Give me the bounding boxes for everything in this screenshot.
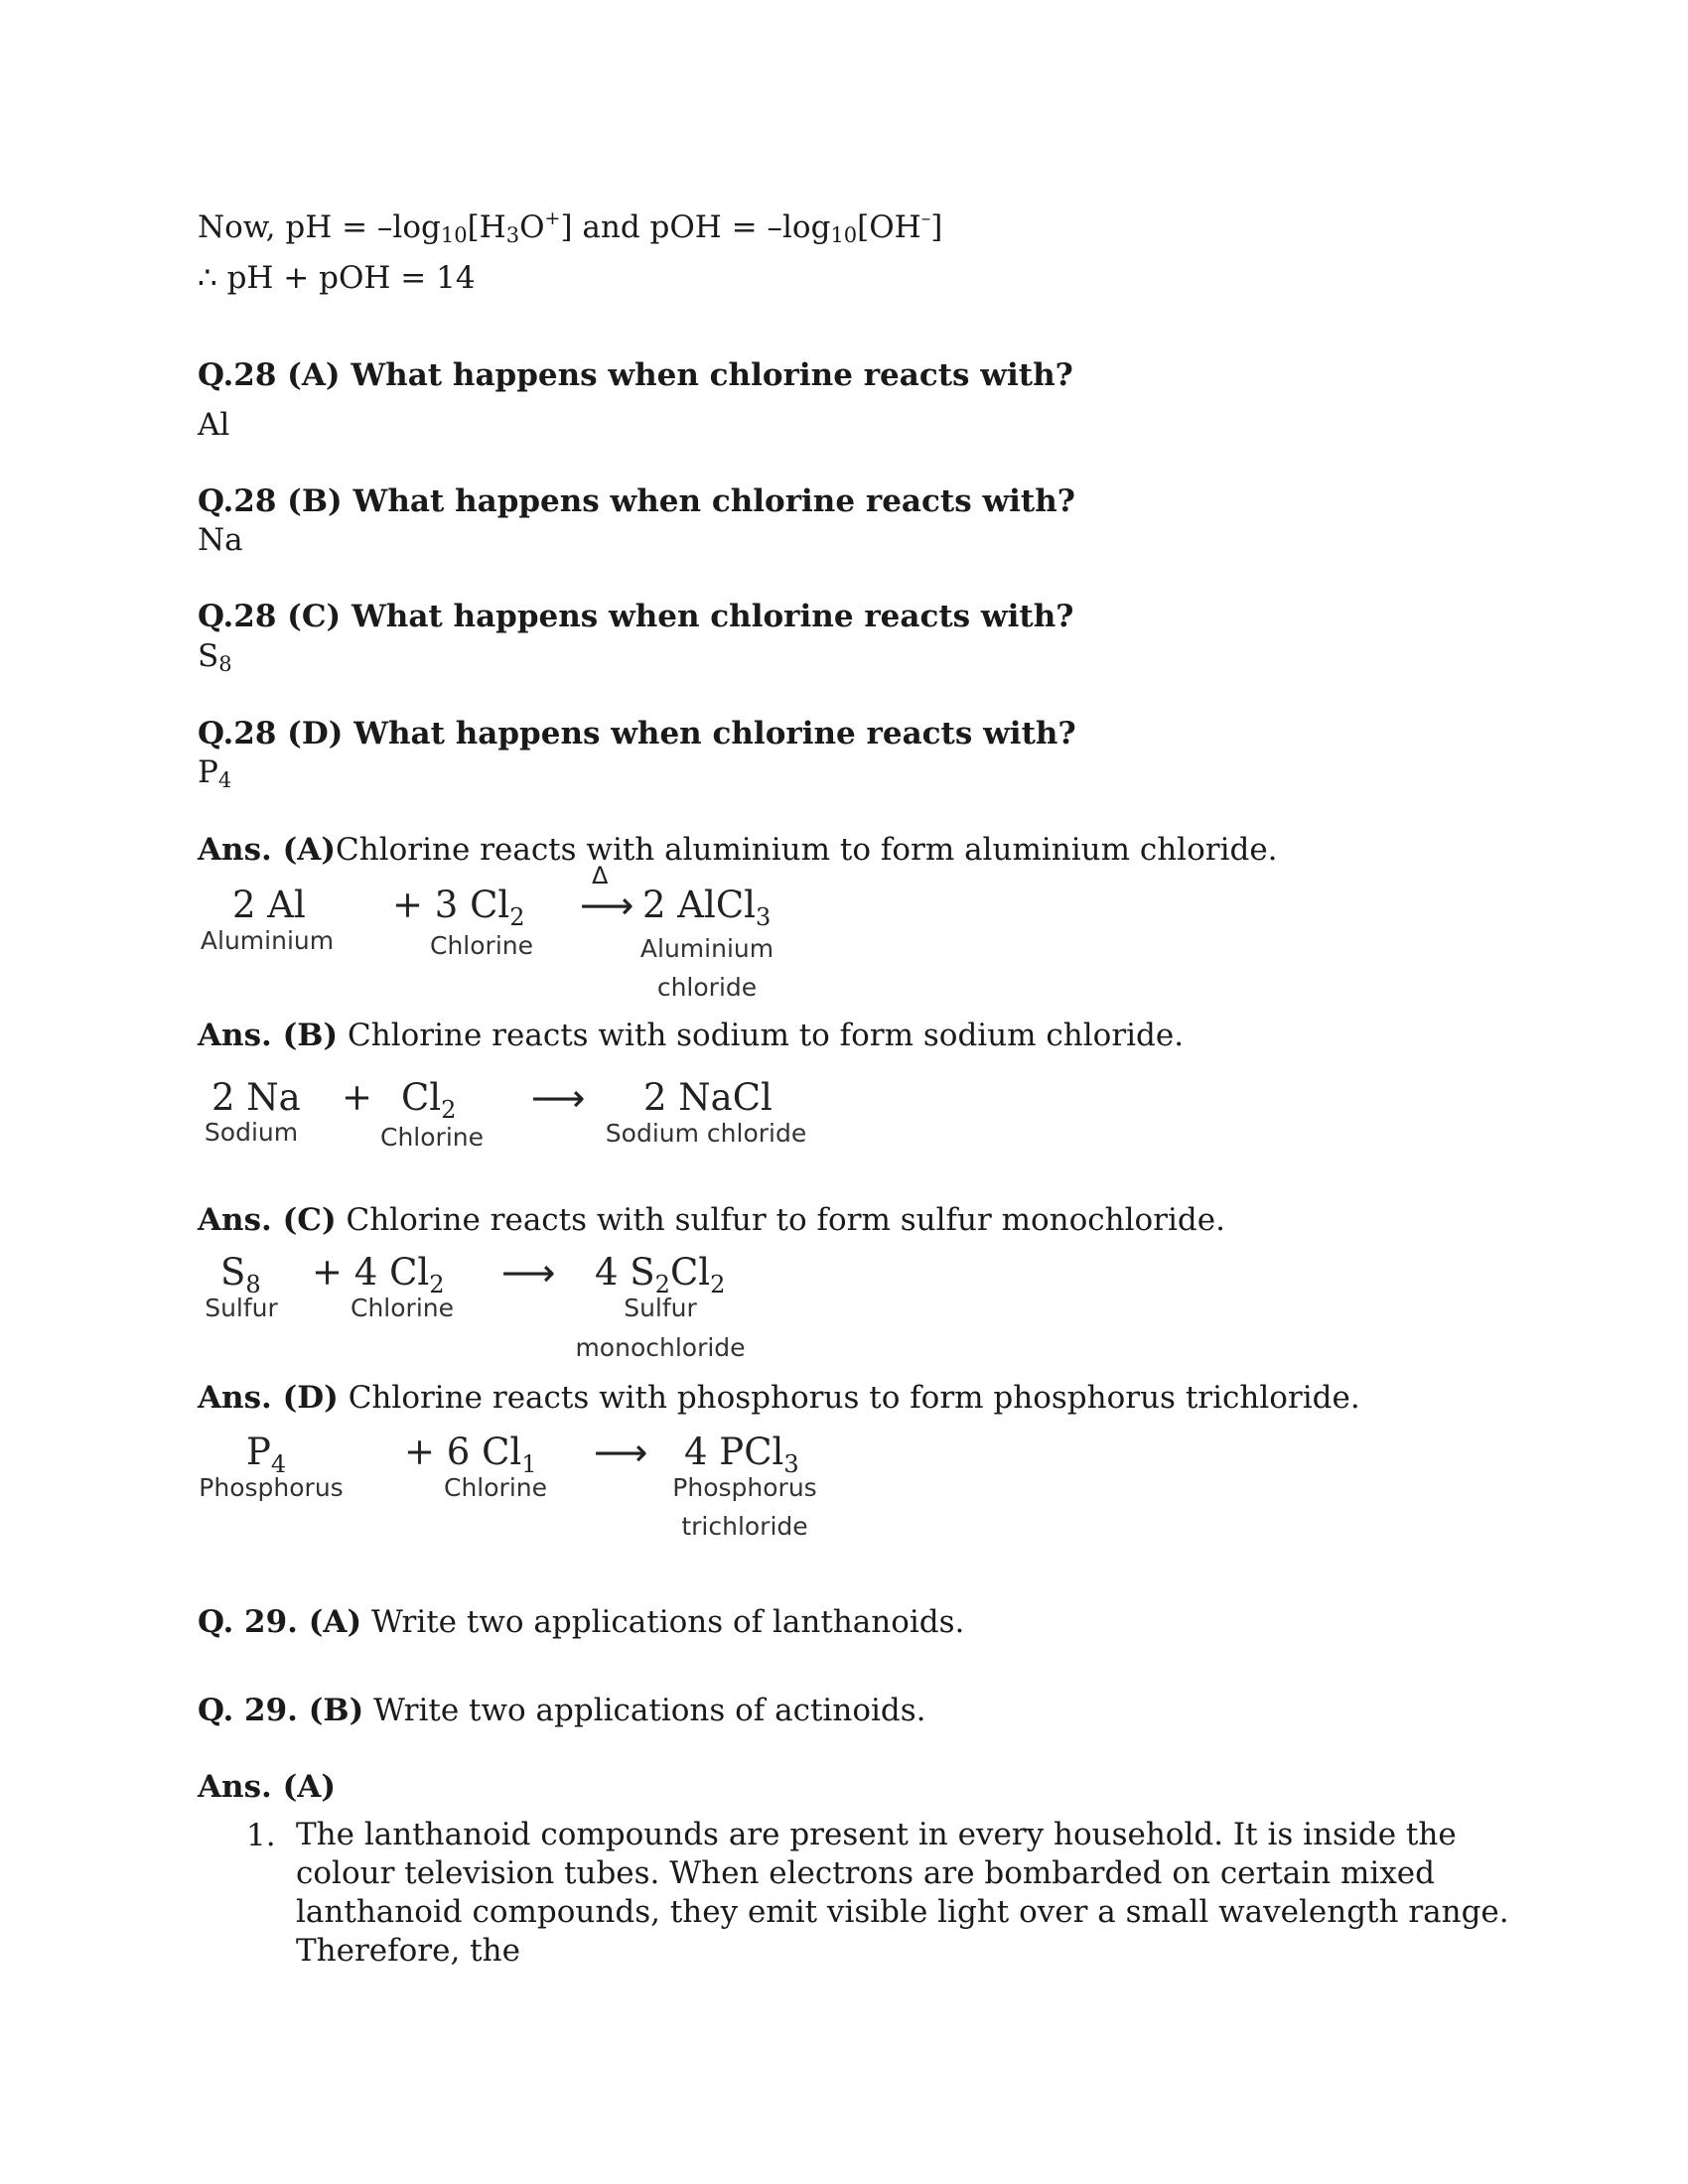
reaction-arrow: ⟶ <box>594 1431 648 1474</box>
ph-sum-line: ∴ pH + pOH = 14 <box>198 260 476 296</box>
answer-text: Chlorine reacts with aluminium to form aluminium chloride. <box>336 832 1278 868</box>
answer-line <box>198 1378 1360 1418</box>
subscript: 3 <box>756 903 772 931</box>
question-answer <box>198 520 243 560</box>
text-fragment: 2 AlCl <box>642 884 756 926</box>
text-fragment: S <box>220 1251 246 1294</box>
question-answer <box>198 405 229 445</box>
text-fragment: P <box>246 1431 271 1473</box>
text-fragment: O <box>519 209 545 245</box>
superscript: – <box>920 207 931 229</box>
subscript: 2 <box>441 1096 457 1124</box>
list-item-text: The lanthanoid compounds are present in every household. It is inside the colour television tubes. When electrons are bombarded on certain mixed lanthanoid compounds, they emit visible light over a small wavelength range. Therefore, the <box>296 1817 1509 1969</box>
reaction-arrow: ⟶ <box>501 1251 556 1295</box>
reaction-arrow: ⟶ <box>531 1076 586 1120</box>
answer-text: Chlorine reacts with phosphorus to form phosphorus trichloride. <box>338 1380 1360 1416</box>
answer-text: Chlorine reacts with sodium to form sodium chloride. <box>338 1018 1185 1053</box>
reactant-formula: 2 Al <box>232 884 306 926</box>
question-29b <box>198 1691 926 1730</box>
answer-label: Ans. (A) <box>198 832 337 868</box>
question-heading: Q.28 (C) What happens when chlorine reacts with? <box>198 599 1074 634</box>
reactant-label: Phosphorus <box>199 1473 344 1502</box>
text-fragment: Cl <box>669 1251 711 1294</box>
text-fragment: + 6 Cl <box>404 1431 522 1473</box>
subscript: 10 <box>440 223 468 247</box>
reactant-label: Chlorine <box>430 931 533 960</box>
question-label: Q. 29. (A) <box>198 1604 362 1640</box>
answer-line <box>198 1016 1184 1055</box>
text-fragment: Al <box>198 407 230 443</box>
text-fragment: 4 S <box>595 1251 655 1294</box>
reactant-label: Chlorine <box>351 1294 454 1322</box>
text-fragment: P <box>198 754 218 790</box>
question-text: Write two applications of lanthanoids. <box>361 1604 965 1640</box>
product-label: chloride <box>656 973 758 1002</box>
subscript: 8 <box>245 1271 261 1298</box>
text-fragment: [OH <box>857 209 921 245</box>
reactant-formula: 2 Na <box>211 1076 301 1119</box>
reaction-arrow: ⟶ <box>580 884 634 927</box>
subscript: 2 <box>509 903 525 931</box>
subscript: 4 <box>270 1450 287 1478</box>
text-fragment: ] and pOH = –log <box>560 209 831 245</box>
product-label: Sulfur <box>624 1294 697 1322</box>
superscript: + <box>544 207 561 229</box>
list-item-number: 1. <box>246 1818 276 1853</box>
answer-line <box>198 830 1278 870</box>
subscript: 2 <box>710 1271 726 1298</box>
question-29a <box>198 1602 964 1642</box>
question-heading: Q.28 (A) What happens when chlorine reacts with? <box>198 357 1073 393</box>
product-label: Sodium chloride <box>605 1119 807 1148</box>
reactant-label: Chlorine <box>380 1123 484 1152</box>
answer-label: Ans. (C) <box>198 1202 337 1238</box>
question-text: Write two applications of actinoids. <box>363 1693 926 1728</box>
question-label: Q. 29. (B) <box>198 1693 364 1728</box>
text-fragment: 4 PCl <box>684 1431 784 1473</box>
answer-label: Ans. (D) <box>198 1380 339 1416</box>
heat-condition: Δ <box>592 862 609 889</box>
text-fragment: Now, pH = –log <box>198 209 441 245</box>
product-label: trichloride <box>681 1512 808 1541</box>
subscript: 2 <box>429 1271 445 1298</box>
answer-line <box>198 1200 1225 1240</box>
reactant-label: Chlorine <box>444 1473 547 1502</box>
plus-sign: + <box>342 1076 373 1119</box>
subscript: 4 <box>217 768 232 792</box>
text-fragment: Cl <box>401 1076 442 1119</box>
subscript: 8 <box>218 652 232 676</box>
reactant-label: Aluminium <box>200 926 335 955</box>
text-fragment: + 3 Cl <box>392 884 510 926</box>
text-fragment: + 4 Cl <box>312 1251 430 1294</box>
product-label: monochloride <box>575 1333 746 1362</box>
product-label: Aluminium <box>639 934 774 963</box>
answer-label: Ans. (A) <box>198 1769 337 1805</box>
subscript: 10 <box>830 223 858 247</box>
subscript: 2 <box>654 1271 670 1298</box>
question-heading: Q.28 (D) What happens when chlorine reacts with? <box>198 716 1076 751</box>
question-heading: Q.28 (B) What happens when chlorine reacts with? <box>198 483 1075 519</box>
subscript: 3 <box>783 1450 799 1478</box>
subscript: 1 <box>521 1450 537 1478</box>
subscript: 3 <box>505 223 520 247</box>
text-fragment: Na <box>198 522 243 558</box>
product-formula: 2 NaCl <box>643 1076 773 1119</box>
product-label: Phosphorus <box>672 1473 817 1502</box>
text-fragment: ] <box>930 209 943 245</box>
question-answer <box>198 636 232 684</box>
ph-definition-line <box>198 199 942 255</box>
answer-text: Chlorine reacts with sulfur to form sulfur monochloride. <box>336 1202 1225 1238</box>
text-fragment: S <box>198 638 219 674</box>
question-answer <box>198 752 231 800</box>
text-fragment: [H <box>467 209 506 245</box>
reactant-label: Sulfur <box>205 1294 278 1322</box>
answer-label: Ans. (B) <box>198 1018 339 1053</box>
reactant-label: Sodium <box>204 1118 299 1147</box>
